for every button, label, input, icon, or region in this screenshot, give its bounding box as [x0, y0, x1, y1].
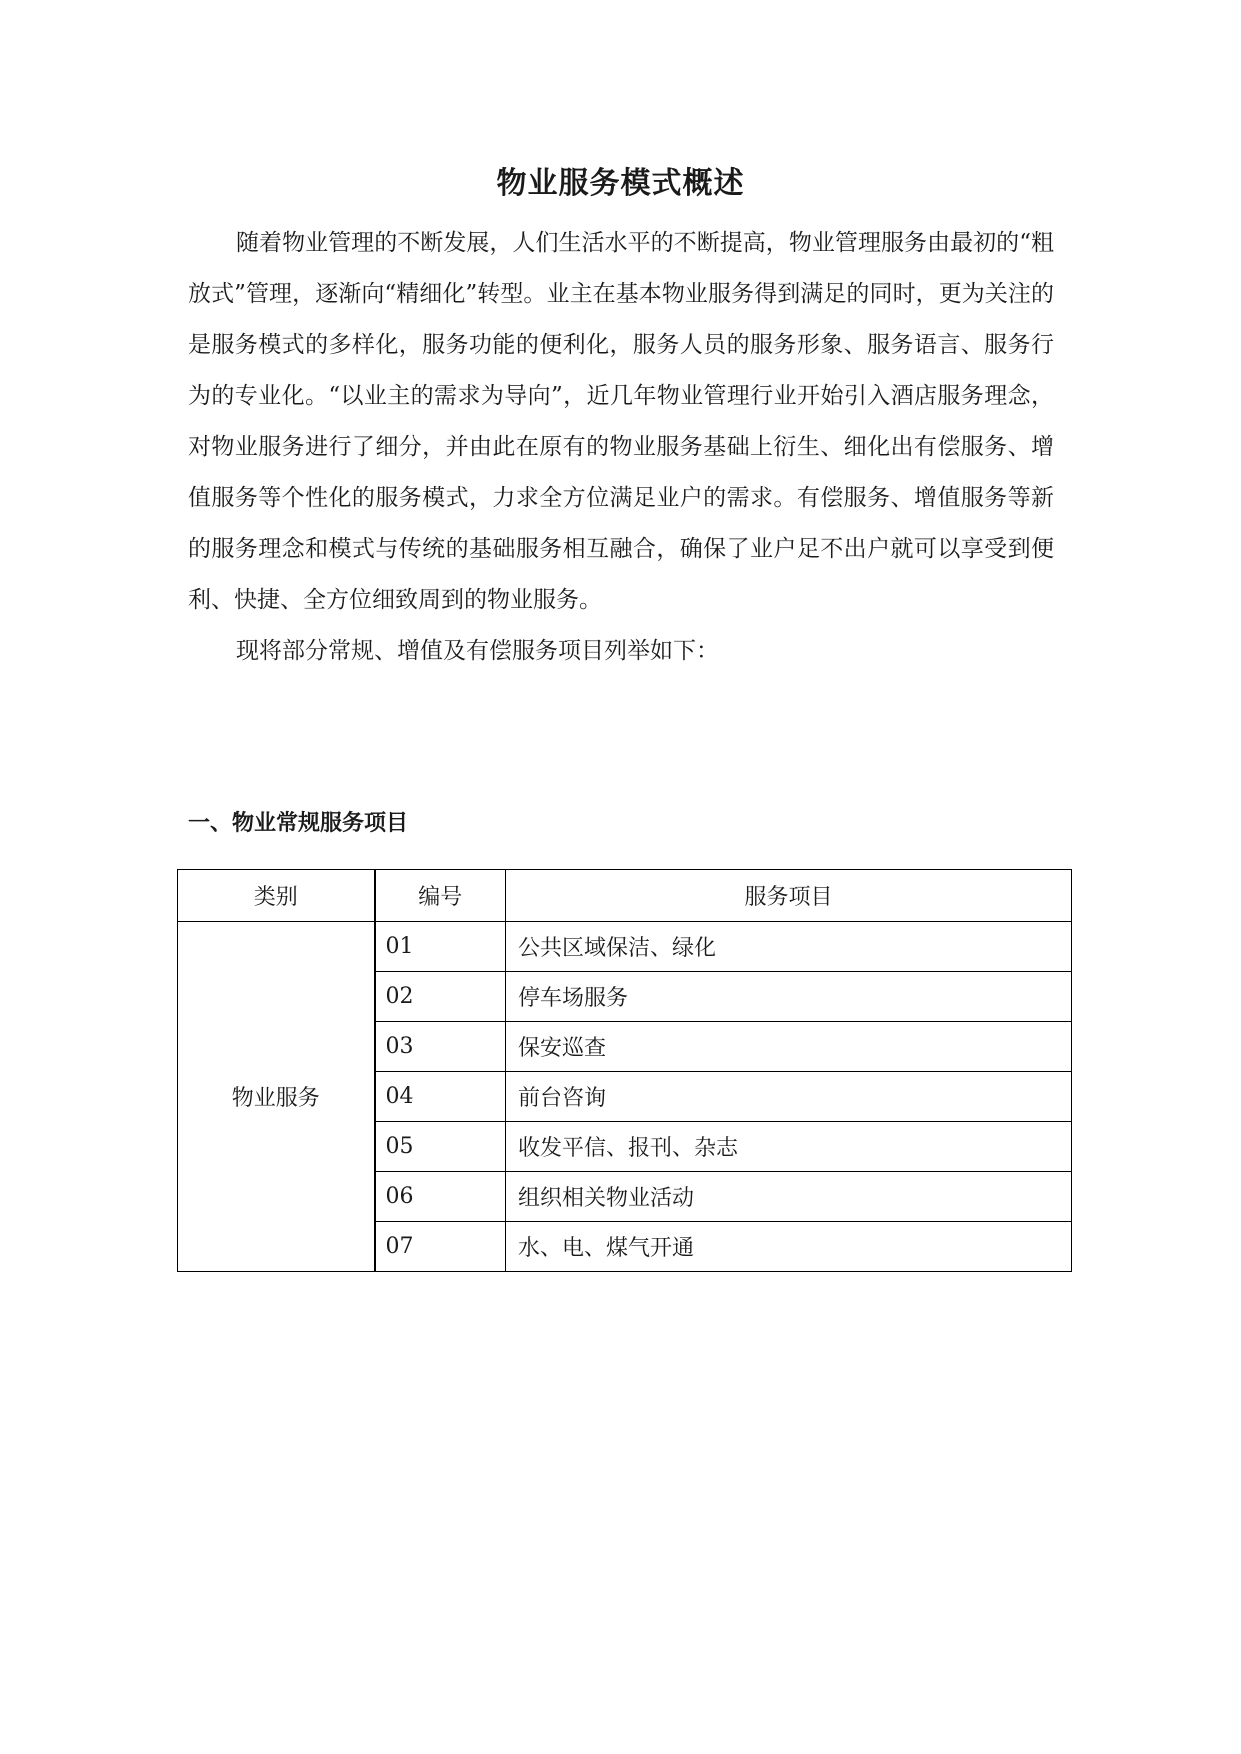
row-number: 04 — [375, 1072, 506, 1122]
row-number: 03 — [375, 1022, 506, 1072]
row-number: 05 — [375, 1122, 506, 1172]
header-service-item: 服务项目 — [506, 870, 1072, 922]
intro-text — [188, 218, 1054, 677]
table-header-row — [178, 870, 1072, 922]
row-service-item: 组织相关物业活动 — [506, 1172, 1072, 1222]
row-number: 06 — [375, 1172, 506, 1222]
table-row — [178, 922, 1072, 972]
document-title: 物业服务模式概述 — [496, 166, 745, 201]
row-service-item: 保安巡查 — [506, 1022, 1072, 1072]
row-number: 01 — [375, 922, 506, 972]
row-service-item: 水、电、煤气开通 — [506, 1222, 1072, 1272]
header-number: 编号 — [375, 870, 506, 922]
row-service-item: 公共区域保洁、绿化 — [506, 922, 1072, 972]
services-table — [177, 869, 1072, 1272]
row-number: 02 — [375, 972, 506, 1022]
row-number: 07 — [375, 1222, 506, 1272]
header-category: 类别 — [178, 870, 375, 922]
intro-paragraph: 随着物业管理的不断发展，人们生活水平的不断提高，物业管理服务由最初的“粗放式”管理，逐渐向“精细化”转型。业主在基本物业服务得到满足的同时，更为关注的是服务模式的多样化，服务功能的便利化，服务人员的服务形象、服务语言、服务行为的专业化。“以业主的需求为导向”，近几年物业管理行业开始引入酒店服务理念，对物业服务进行了细分，并由此在原有的物业服务基础上衍生、细化出有偿服务、增值服务等个性化的服务模式，力求全方位满足业户的需求。有偿服务、增值服务等新的服务理念和模式与传统的基础服务相互融合，确保了业户足不出户就可以享受到便利、快捷、全方位细致周到的物业服务。 — [188, 230, 1054, 613]
row-service-item: 停车场服务 — [506, 972, 1072, 1022]
section-heading: 一、物业常规服务项目 — [188, 811, 409, 836]
list-intro-paragraph: 现将部分常规、增值及有偿服务项目列举如下： — [236, 638, 719, 664]
row-service-item: 前台咨询 — [506, 1072, 1072, 1122]
row-service-item: 收发平信、报刊、杂志 — [506, 1122, 1072, 1172]
category-cell: 物业服务 — [178, 922, 375, 1272]
